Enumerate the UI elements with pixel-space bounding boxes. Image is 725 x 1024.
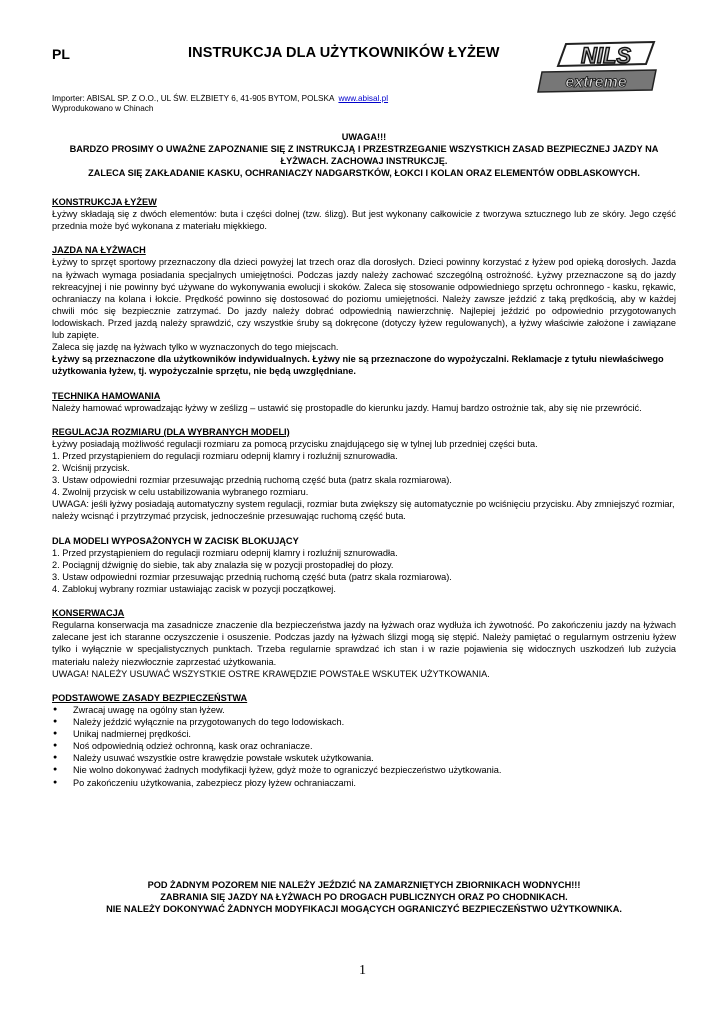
warning-title: UWAGA!!! xyxy=(341,132,387,142)
section-text: Regularna konserwacja ma zasadnicze znaczenie dla bezpieczeństwa jazdy na łyżwach oraz wydłuża ich żywotność. Po zakończeniu jazdy na łyżwach zalecane jest ich staranne oczyszczenie i osuszenie. Podczas jazdy na łyżwach ślizgi mogą się stępić. Należy pamiętać o regularnym ostrzeniu łyżew tylko i wyłącznie w specjalistycznych punktach. Trzeba regularnie sprawdzać ich stan i w razie pojawienia się widocznych uszkodzeń lub zużycia materiału należy niezwłocznie zaprzestać użytkowania. xyxy=(52,620,676,667)
section-zacisk xyxy=(52,535,676,595)
section-hamowanie xyxy=(52,390,676,414)
section-heading: KONSERWACJA xyxy=(52,608,125,619)
manufacture-origin: Wyprodukowano w Chinach xyxy=(52,104,154,113)
section-regulacja xyxy=(52,426,676,523)
final-warning-line: POD ŻADNYM POZOREM NIE NALEŻY JEŹDZIĆ NA ZAMARZNIĘTYCH ZBIORNIKACH WODNYCH!!! xyxy=(147,880,581,890)
svg-text:extreme: extreme xyxy=(565,74,627,91)
final-warning-line: NIE NALEŻY DOKONYWAĆ ŻADNYCH MODYFIKACJI MOGĄCYCH OGRANICZYĆ BEZPIECZEŃSTWO UŻYTKOWNIKA. xyxy=(106,904,622,915)
section-konstrukcja xyxy=(52,196,676,232)
list-item: ● Nie wolno dokonywać żadnych modyfikacji łyżew, gdyż może to ograniczyć bezpieczeństwo użytkowania. xyxy=(52,764,676,776)
document-content xyxy=(52,196,676,801)
page-number: 1 xyxy=(359,963,366,978)
section-note: UWAGA: jeśli łyżwy posiadają automatyczny system regulacji, rozmiar buta zwiększy się automatycznie po wciśnięciu przycisku. Aby zmniejszyć rozmiar, należy wcisnąć i przytrzymać przycisk, jednocześnie przesuwając ruchomą część buta. xyxy=(52,499,675,522)
section-text: Zaleca się jazdę na łyżwach tylko w wyznaczonych do tego miejscach. xyxy=(52,342,339,353)
language-code: PL xyxy=(52,46,70,62)
section-heading: KONSTRUKCJA ŁYŻEW xyxy=(52,197,157,207)
section-line: 4. Zwolnij przycisk w celu ustabilizowania wybranego rozmiaru. xyxy=(52,487,309,498)
section-heading: TECHNIKA HAMOWANIA xyxy=(52,390,161,401)
document-title: INSTRUKCJA DLA UŻYTKOWNIKÓW ŁYŻEW xyxy=(188,45,500,61)
importer-info xyxy=(52,94,388,114)
section-line: 2. Wciśnij przycisk. xyxy=(52,463,130,474)
list-item: ● Należy usuwać wszystkie ostre krawędzie powstałe wskutek użytkowania. xyxy=(52,752,676,764)
importer-website-link[interactable]: www.abisal.pl xyxy=(338,94,389,103)
list-item: ● Zwracaj uwagę na ogólny stan łyżew. xyxy=(52,704,676,716)
section-jazda xyxy=(52,244,676,377)
section-line: 1. Przed przystąpieniem do regulacji rozmiaru odepnij klamry i rozluźnij sznurowadła. xyxy=(52,547,398,558)
final-warning-line: ZABRANIA SIĘ JAZDY NA ŁYŻWACH PO DROGACH PUBLICZNYCH ORAZ PO CHODNIKACH. xyxy=(160,892,568,903)
list-item: ● Noś odpowiednią odzież ochronną, kask oraz ochraniacze. xyxy=(52,740,676,752)
svg-text:NILS: NILS xyxy=(580,43,632,68)
brand-logo xyxy=(536,40,660,96)
section-heading: JAZDA NA ŁYŻWACH xyxy=(52,245,146,256)
warning-instruction: BARDZO PROSIMY O UWAŻNE ZAPOZNANIE SIĘ Z INSTRUKCJĄ I PRZESTRZEGANIE WSZYSTKICH ZASAD BEZPIECZNEJ JAZDY NA ŁYŻWACH. ZACHOWAJ INSTRUKCJĘ. xyxy=(69,144,659,167)
warning-protective-gear: ZALECA SIĘ ZAKŁADANIE KASKU, OCHRANIACZY NADGARSTKÓW, ŁOKCI I KOLAN ORAZ ELEMENTÓW ODBLASKOWYCH. xyxy=(88,168,640,179)
section-note: UWAGA! NALEŻY USUWAĆ WSZYSTKIE OSTRE KRAWĘDZIE POWSTAŁE WSKUTEK UŻYTKOWANIA. xyxy=(52,668,490,679)
safety-rules-list xyxy=(52,704,676,789)
section-text: Łyżwy składają się z dwóch elementów: buta i części dolnej (tzw. ślizg). But jest wykonany całkowicie z tworzywa sztucznego lub ze skóry. Jego część przednia może być wykonana z materiału miękkiego. xyxy=(52,209,676,232)
section-heading: PODSTAWOWE ZASADY BEZPIECZEŃSTWA xyxy=(52,692,248,703)
section-text: Łyżwy to sprzęt sportowy przeznaczony dla dzieci powyżej lat trzech oraz dla dorosłych. Dzieci powinny korzystać z łyżew pod opieką dorosłych. Jazda na łyżwach wymaga posiadania specjalnych umiejętności. Podczas jazdy należy zachować szczególną ostrożność. Łyżwy przeznaczone są do jazdy rekreacyjnej i nie powinny być używane do wykonywania ewolucji i skoków. Zaleca się stosowanie odpowiedniego sprzętu ochronnego - kasku, rękawic, ochraniaczy na kolana i łokcie. Prędkość powinno się dostosować do poziomu umiejętności. Należy zawsze jeździć z taką prędkością, aby w każdej chwili móc się bezpiecznie zatrzymać. Do jazdy należy dobrać odpowiednią nawierzchnię. Najlepiej jeździć po odpowiednio przygotowanych lodowiskach. Przed jazdą należy sprawdzić, czy wszystkie śruby są dokręcone (dotyczy łyżew regulowanych), a łyżwy właściwie założone i zawiązane lub zapięte. xyxy=(52,257,676,341)
section-line: 1. Przed przystąpieniem do regulacji rozmiaru odepnij klamry i rozluźnij sznurowadła. xyxy=(52,450,398,461)
section-heading: DLA MODELI WYPOSAŻONYCH W ZACISK BLOKUJĄCY xyxy=(52,535,299,546)
warning-block xyxy=(52,131,676,179)
section-line: Łyżwy posiadają możliwość regulacji rozmiaru za pomocą przycisku znajdującego się w tylnej lub przedniej części buta. xyxy=(52,438,538,449)
section-konserwacja xyxy=(52,607,676,680)
section-bold-notice: Łyżwy są przeznaczone dla użytkowników indywidualnych. Łyżwy nie są przeznaczone do wypożyczalni. Reklamacje z tytułu niewłaściwego użytkowania łyżew, tj. wypożyczalnie sprzętu, nie będą uwzględniane. xyxy=(52,354,664,377)
section-line: 3. Ustaw odpowiedni rozmiar przesuwając przednią ruchomą część buta (patrz skala rozmiarowa). xyxy=(52,571,452,582)
section-zasady xyxy=(52,692,676,789)
final-warning-block xyxy=(52,879,676,916)
section-line: 2. Pociągnij dźwignię do siebie, tak aby znalazła się w pozycji prostopadłej do płozy. xyxy=(52,559,394,570)
importer-address: Importer: ABISAL SP. Z O.O., UL ŚW. ELŻBIETY 6, 41-905 BYTOM, POLSKA xyxy=(52,94,335,103)
section-text: Należy hamować wprowadzając łyżwy w ześlizg – ustawić się prostopadle do kierunku jazdy. Hamuj bardzo ostrożnie tak, aby się nie przewrócić. xyxy=(52,402,642,413)
section-heading: REGULACJA ROZMIARU (DLA WYBRANYCH MODELI) xyxy=(52,426,290,437)
list-item: ● Unikaj nadmiernej prędkości. xyxy=(52,728,676,740)
section-line: 3. Ustaw odpowiedni rozmiar przesuwając przednią ruchomą część buta (patrz skala rozmiarowa). xyxy=(52,475,452,486)
list-item: ● Należy jeździć wyłącznie na przygotowanych do tego lodowiskach. xyxy=(52,716,676,728)
list-item: ● Po zakończeniu użytkowania, zabezpiecz płozy łyżew ochraniaczami. xyxy=(52,777,676,789)
section-line: 4. Zablokuj wybrany rozmiar ustawiając zacisk w pozycji początkowej. xyxy=(52,584,336,594)
